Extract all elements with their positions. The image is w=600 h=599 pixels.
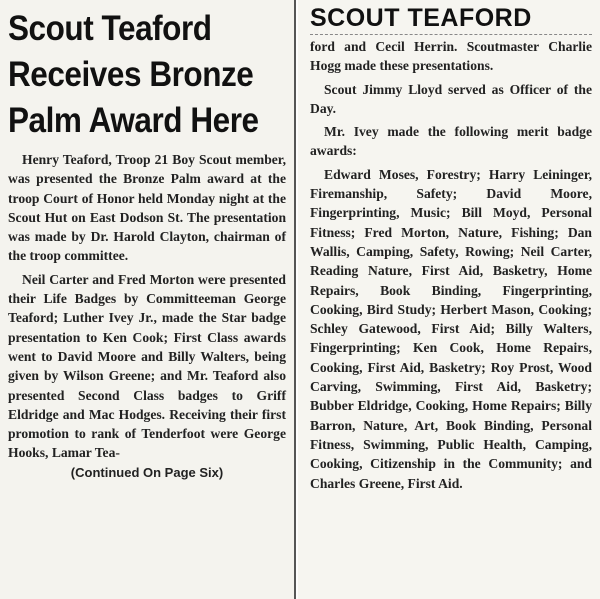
headline-line: Scout Teaford <box>8 9 212 48</box>
article-continuation <box>310 37 592 493</box>
headline-line: Receives Bronze <box>8 55 254 94</box>
paragraph: ford and Cecil Herrin. Scoutmaster Charlie Hogg made these presentations. <box>310 39 592 74</box>
right-clipping <box>298 0 600 599</box>
paragraph: Mr. Ivey made the following merit badge awards: <box>310 124 592 159</box>
continued-note: (Continued On Page Six) <box>70 464 224 480</box>
jump-headline: SCOUT TEAFORD <box>310 4 532 32</box>
divider <box>310 34 592 35</box>
article-body <box>8 150 286 463</box>
paragraph: Edward Moses, Forestry; Harry Leininger, Firemanship, Safety; David Moore, Fingerprinting, Music; Bill Moyd, Personal Fitness; Fred Morton, Nature, Fishing; Dan Wallis, Camping, Safety, Rowing; Neil Carter, Reading Nature, First Aid, Basketry, Home Repairs, Book Binding, Fingerprinting, Cooking, Bird Study; Herbert Mason, Cooking; Schley Gatewood, First Aid; Billy Walters, Fingerprinting; Ken Cook, Home Repairs, Cooking, First Aid, Basketry; Roy Prost, Wood Carving, Swimming, First Aid, Basketry; Bubber Eldridge, Cooking, Home Repairs; Billy Barron, Nature, Art, Book Binding, Personal Fitness, Swimming, Public Health, Camping, Cooking, Citizenship in the Community; and Charles Greene, First Aid. <box>310 166 592 491</box>
paragraph: Henry Teaford, Troop 21 Boy Scout member, was presented the Bronze Palm award at the troop Court of Honor held Monday night at the Scout Hut on East Dodson St. The presentation was made by Dr. Harold Clayton, chairman of the troop committee. <box>8 152 286 264</box>
left-clipping <box>0 0 296 599</box>
headline <box>8 6 296 144</box>
headline-line: Palm Award Here <box>8 101 259 140</box>
paragraph: Scout Jimmy Lloyd served as Officer of the Day. <box>310 81 592 116</box>
paragraph: Neil Carter and Fred Morton were presented their Life Badges by Committeeman George Teaford; Luther Ivey Jr., made the Star badge presentation to Ken Cook; First Class awards went to David Moore and Billy Walters, being given by Wilson Greene; and Mr. Teaford also presented Second Class badges to Griff Eldridge and Mac Hodges. Receiving their first promotion to rank of Tenderfoot were George Hooks, Lamar Tea- <box>8 271 286 461</box>
